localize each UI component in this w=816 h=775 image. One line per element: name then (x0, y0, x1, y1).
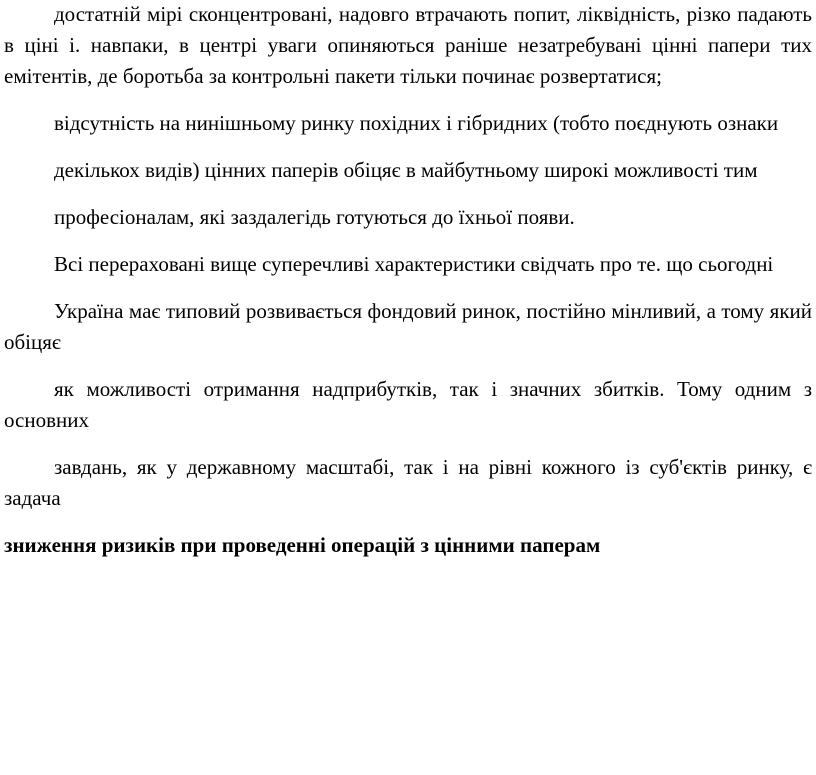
paragraph-3: декількох видів) цінних паперів обіцяє в майбутньому широкі можливості тим (54, 158, 758, 182)
paragraph-5: Всі перераховані вище суперечливі характеристики свідчать про те. що сьогодні (54, 252, 774, 276)
paragraph-8: завдань, як у державному масштабі, так і на рівні кожного із суб'єктів ринку, є задача (4, 455, 812, 510)
paragraph-1: достатній мірі сконцентровані, надовго втрачають попит, ліквідність, різко падають в ціні і. навпаки, в центрі уваги опиняються раніше незатребувані цінні папери тих емітентів, де боротьба за контрольні пакети тільки починає розвертатися; (4, 2, 812, 88)
document-body (4, 0, 812, 561)
paragraph-7: як можливості отримання надприбутків, так і значних збитків. Тому одним з основних (4, 377, 812, 432)
paragraph-2: відсутність на нинішньому ринку похідних і гібридних (тобто поєднують ознаки (54, 111, 779, 135)
paragraph-4: професіоналам, які заздалегідь готуються до їхньої появи. (54, 205, 575, 229)
paragraph-6: Україна має типовий розвивається фондовий ринок, постійно мінливий, а тому який обіцяє (4, 299, 812, 354)
bold-heading: зниження ризиків при проведенні операцій з цінними паперам (4, 533, 601, 557)
